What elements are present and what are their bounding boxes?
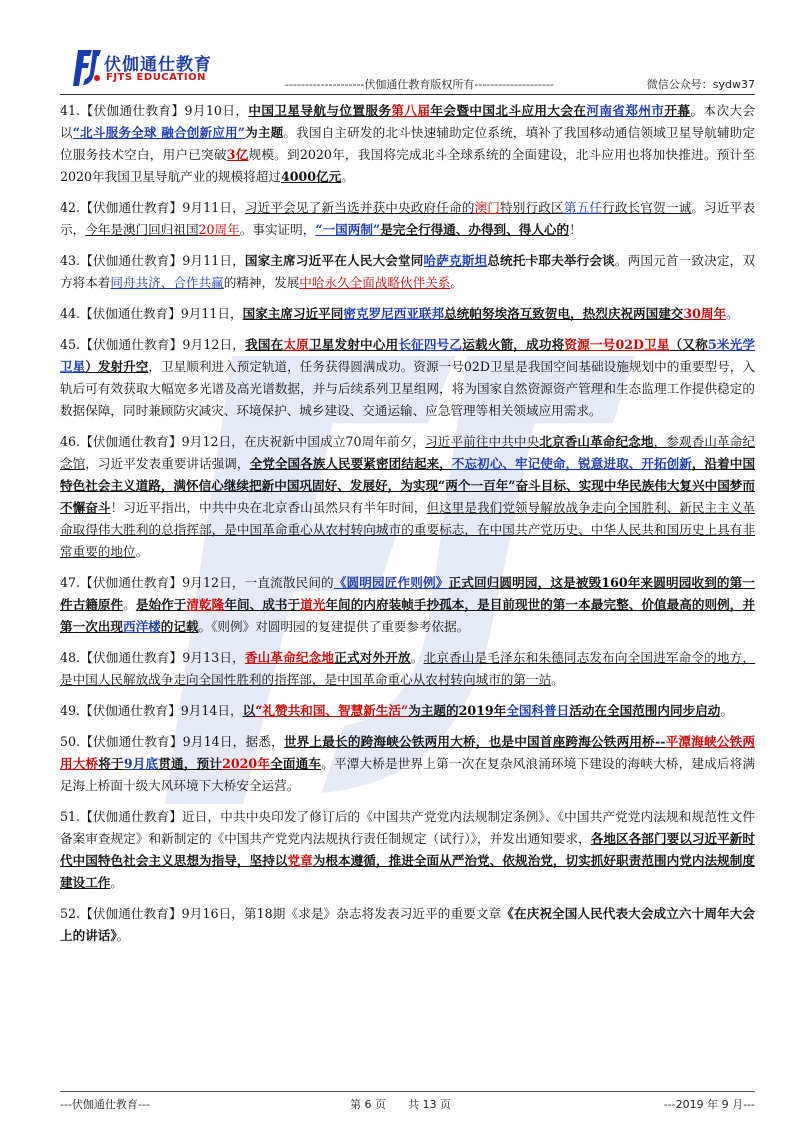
item-number: 51. xyxy=(60,809,81,824)
item-text-segment: 平潭海峡公铁两用大桥 xyxy=(60,734,755,771)
item-text-segment: 【伏伽通仕教育】近日，中共中央印发了修订后的《中国共产党党内法规制定条例》、《中国共产党党内法规和规范性文件备案审查规定》和新制定的《中国共产党党内法规执行责任制规定（试行）》，并发出通知要求， xyxy=(60,809,755,846)
item-text-segment: “北斗服务全球 融合创新应用” xyxy=(72,125,245,140)
item-text-segment: 国家主席习近平同 xyxy=(242,306,344,321)
item-text-segment: 西洋楼 xyxy=(122,619,161,634)
page-header xyxy=(60,46,755,96)
item-text-segment: 澳门 xyxy=(474,200,501,215)
footer-divider xyxy=(60,1091,755,1092)
item-text-segment: 9月底 xyxy=(123,756,159,771)
item-text-segment: 世界上最长的跨海峡公铁两用大桥，也是中国首座跨海公铁两用桥-- xyxy=(283,734,666,749)
item-text-segment: ，沿着中国特色社会主义道路，满怀信心继续把新中国巩固好、发展好，为实现“两个一百年”奋斗目标、实现中华民族伟大复兴中国梦而不懈奋斗 xyxy=(60,456,756,515)
item-text-segment: ，卫星顺利进入预定轨道，任务获得圆满成功。资源一号02D卫星是我国空间基础设施规划中的重要型号，入轨后可有效获取大幅宽多光谱及高光谱数据，并与后续系列卫星组网，将为国家自然资源资产管理和生态监理工作提供稳定的数据保障，同时兼顾防灾减灾、环境保护、城乡建设、交通运输、应急管理等相关领域应用需求。 xyxy=(60,359,756,418)
header-divider xyxy=(60,94,755,95)
item-text-segment: 。我国自主研发的北斗快速辅助定位系统，填补了我国移动通信领域卫星导航辅助定位服务技术空白，用户已突破 xyxy=(60,125,756,162)
item-text-segment: 国家主席习近平在人民大会堂同 xyxy=(244,253,424,268)
item-text-segment: 是始作于 xyxy=(135,597,187,612)
item-text-segment: 。本次大会以 xyxy=(60,103,756,140)
item-number: 46. xyxy=(60,434,81,449)
item-text-segment: “礼赞共和国、智慧新生活” xyxy=(255,703,409,718)
logo-chinese-name: 伏伽通仕教育 xyxy=(104,55,212,75)
item-text-segment: 北京香山革命纪念地 xyxy=(539,434,654,449)
item-text-segment: 不忘初心、牢记使命，锐意进取、开拓创新 xyxy=(451,456,692,471)
item-text-segment: 年间的内府装帧手抄孤本，是目前现世的第一本最完整、价值最高的则例，并第一次出现 xyxy=(60,597,756,634)
item-text-segment: 。 xyxy=(110,875,123,890)
page-footer xyxy=(60,1096,755,1114)
item-text-segment: 以 xyxy=(242,703,256,718)
item-text-segment: 密克罗尼西亚联邦 xyxy=(343,306,445,321)
item-text-segment: 【伏伽通仕教育】9月12日，一直流散民间的 xyxy=(80,575,334,590)
item-text-segment: 是完全行得通、办得到、得人心的 xyxy=(380,222,570,237)
item-number: 43. xyxy=(60,253,81,268)
item-text-segment: 中国卫星导航与位置服务 xyxy=(248,103,392,118)
item-text-segment: 。 xyxy=(450,275,463,290)
item-text-segment: 《在庆祝全国人民代表大会成立六十周年大会上的讲话》 xyxy=(60,906,755,943)
item-text-segment: 为根本遵循，推进全面从严治党、依规治党，切实抓好职责范围内党内法规制度建设工作 xyxy=(60,853,756,890)
news-list xyxy=(60,100,755,956)
item-number: 41. xyxy=(60,103,81,118)
item-text-segment: 总统帕努埃洛互致贺电，热烈庆祝两国建交 xyxy=(444,306,684,321)
news-item xyxy=(60,806,755,894)
item-number: 52. xyxy=(60,906,81,921)
item-number: 47. xyxy=(60,575,81,590)
item-text-segment: 正式对外开放 xyxy=(334,650,411,665)
item-text-segment: 的精神，发展 xyxy=(223,275,300,290)
page-number: 第 6 页 共 13 页 xyxy=(350,1098,451,1111)
item-text-segment: 。习近平表示， xyxy=(60,200,756,237)
item-text-segment: 【伏伽通仕教育】9月14日， xyxy=(80,703,243,718)
item-text-segment: 年间、成书于 xyxy=(224,597,301,612)
news-item xyxy=(60,647,755,691)
item-number: 42. xyxy=(60,200,81,215)
news-item xyxy=(60,197,755,241)
item-text-segment: ！ xyxy=(569,222,582,237)
news-item xyxy=(60,903,755,947)
item-text-segment: 。事实证明， xyxy=(239,222,316,237)
item-text-segment: 【伏伽通仕教育】9月11日， xyxy=(80,306,243,321)
item-text-segment: 【伏伽通仕教育】9月14日，据悉， xyxy=(80,734,284,749)
item-text-segment: 【伏伽通仕教育】9月10日， xyxy=(80,103,249,118)
news-item xyxy=(60,250,755,294)
fjts-logo-icon xyxy=(72,48,102,88)
item-text-segment: 30周年 xyxy=(683,306,727,321)
item-text-segment: ，习近平发表重要讲话强调， xyxy=(85,456,250,471)
news-item xyxy=(60,100,755,188)
item-text-segment: 5米光学卫星 xyxy=(60,337,756,374)
item-text-segment: 今年是澳门回归祖国 xyxy=(85,222,199,237)
item-text-segment: ！习近平指出，中共中央在北京香山虽然只有半年时间， xyxy=(110,500,427,515)
item-text-segment: 道光 xyxy=(300,597,326,612)
item-text-segment: 第五任 xyxy=(563,200,603,215)
item-number: 45. xyxy=(60,337,81,352)
item-text-segment: 【伏伽通仕教育】9月12日，在庆祝新中国成立70周年前夕， xyxy=(80,434,426,449)
item-text-segment: 开幕 xyxy=(664,103,691,118)
item-text-segment: 20周年 xyxy=(198,222,240,237)
item-text-segment: 。平潭大桥是世界上第一次在复杂风浪涌环境下建设的海峡大桥，建成后将满足海上桥面十级大风环境下大桥安全运营。 xyxy=(60,756,756,793)
item-text-segment: 清乾隆 xyxy=(186,597,225,612)
item-text-segment: 太原 xyxy=(283,337,309,352)
item-text-segment: 正式回归圆明园，这是被毁160年来圆明园收到的第一件古籍原件 xyxy=(60,575,756,612)
item-text-segment: 《圆明园匠作则例》 xyxy=(333,575,449,590)
item-number: 48. xyxy=(60,650,81,665)
item-text-segment: 但这里是我们党领导解放战争走向全国胜利、新民主主义革命取得伟大胜利的总指挥部，是中国革命重心从农村转向城市的重要标志，在中国共产党历史、中华人民共和国历史上具有非常重要的地位 xyxy=(60,500,756,559)
item-text-segment: 第八届 xyxy=(391,103,431,118)
item-text-segment: 年会暨中国北斗应用大会在 xyxy=(430,103,587,118)
item-text-segment: 3亿 xyxy=(226,147,249,162)
item-text-segment: “一国两制” xyxy=(315,222,381,237)
item-text-segment: 中哈永久全面战略伙伴关系 xyxy=(299,275,451,290)
item-text-segment: 为主题 xyxy=(244,125,284,140)
item-text-segment: 河南省郑州市 xyxy=(586,103,665,118)
item-text-segment: 贯通，预计 xyxy=(158,756,223,771)
item-text-segment: 。 xyxy=(341,169,354,184)
item-text-segment: 。两国元首一致决定，双方将本着 xyxy=(60,253,756,290)
item-text-segment: 【伏伽通仕教育】9月16日，第18期《求是》杂志将发表习近平的重要文章 xyxy=(80,906,502,921)
item-text-segment: ）发射升空 xyxy=(85,359,149,374)
item-text-segment: 行政长官贺一诚 xyxy=(602,200,692,215)
copyright-notice: --------------------伏伽通仕教育版权所有-------------------- xyxy=(285,78,554,91)
item-text-segment: 总统托卡耶夫举行会谈 xyxy=(487,253,615,268)
item-text-segment: 全国科普日 xyxy=(506,703,570,718)
item-text-segment: 各地区各部门要以习近平新时代中国特色社会主义思想为指导，坚持以 xyxy=(60,831,755,868)
news-item xyxy=(60,334,755,422)
item-text-segment: 【伏伽通仕教育】9月13日， xyxy=(80,650,245,665)
item-text-segment: 为主题的2019年 xyxy=(408,703,507,718)
item-text-segment: （又称 xyxy=(669,337,708,352)
item-text-segment: 运载火箭，成功将 xyxy=(462,337,565,352)
news-item xyxy=(60,572,755,638)
item-text-segment: 规模。到2020年，我国将完成北斗全球系统的全面建设，北斗应用也将加快推进。预计至2020年我国卫星导航产业的规模将超过 xyxy=(60,147,756,184)
item-number: 49. xyxy=(60,703,81,718)
item-text-segment: 将于 xyxy=(98,756,124,771)
item-text-segment: 。 xyxy=(726,306,739,321)
item-text-segment: 。 xyxy=(551,672,564,687)
item-text-segment: 全面通车 xyxy=(270,756,322,771)
item-text-segment: 的记载 xyxy=(160,619,199,634)
item-text-segment: 卫星发射中心用 xyxy=(308,337,399,352)
news-item xyxy=(60,431,755,563)
item-text-segment: 北京香山是毛泽东和朱德同志发布向全国进军命令的地方，是中国人民解放战争走向全国性胜利的指挥部，是中国革命重心从农村转向城市的第一站 xyxy=(60,650,756,687)
news-item xyxy=(60,731,755,797)
item-text-segment: 【伏伽通仕教育】9月11日， xyxy=(80,253,245,268)
item-text-segment: 。 xyxy=(410,650,424,665)
item-text-segment: 特别行政区 xyxy=(500,200,564,215)
logo-english-name: FJTS EDUCATION xyxy=(106,72,207,83)
item-number: 50. xyxy=(60,734,81,749)
item-text-segment: 。 xyxy=(116,928,130,943)
item-text-segment: 我国在 xyxy=(245,337,284,352)
item-text-segment: 习近平会见了新当选并获中央政府任命的 xyxy=(244,200,475,215)
item-text-segment: 香山革命纪念地 xyxy=(244,650,335,665)
item-text-segment: 。 xyxy=(720,703,733,718)
item-text-segment: ，参观香山革命纪念馆 xyxy=(60,434,756,471)
item-text-segment: 2020年 xyxy=(222,756,271,771)
item-text-segment: 。 xyxy=(135,544,149,559)
brand-logo xyxy=(72,46,272,90)
footer-date: ---2019 年 9 月--- xyxy=(663,1098,755,1111)
item-text-segment: 资源一号02D卫星 xyxy=(564,337,670,352)
item-text-segment: 同舟共济、合作共赢 xyxy=(110,275,224,290)
item-text-segment: 活动在全国范围内同步启动 xyxy=(569,703,721,718)
footer-brand: ---伏伽通仕教育--- xyxy=(60,1098,150,1111)
item-text-segment: 。《则例》对圆明园的复建提供了重要参考依据。 xyxy=(198,619,470,634)
item-text-segment: 哈萨克斯坦 xyxy=(423,253,488,268)
item-text-segment: 。 xyxy=(123,597,136,612)
item-text-segment: 全党全国各族人民要紧密团结起来， xyxy=(249,456,452,471)
item-number: 44. xyxy=(60,306,81,321)
item-text-segment: 长征四号乙 xyxy=(398,337,463,352)
wechat-account: 微信公众号：sydw37 xyxy=(646,78,755,91)
news-item xyxy=(60,700,755,722)
item-text-segment: 习近平前往中共中央 xyxy=(425,434,540,449)
item-text-segment: 【伏伽通仕教育】9月12日， xyxy=(80,337,246,352)
news-item xyxy=(60,303,755,325)
item-text-segment: 4000亿元 xyxy=(280,169,342,184)
item-text-segment: 党章 xyxy=(287,853,313,868)
item-text-segment: 【伏伽通仕教育】9月11日， xyxy=(80,200,245,215)
